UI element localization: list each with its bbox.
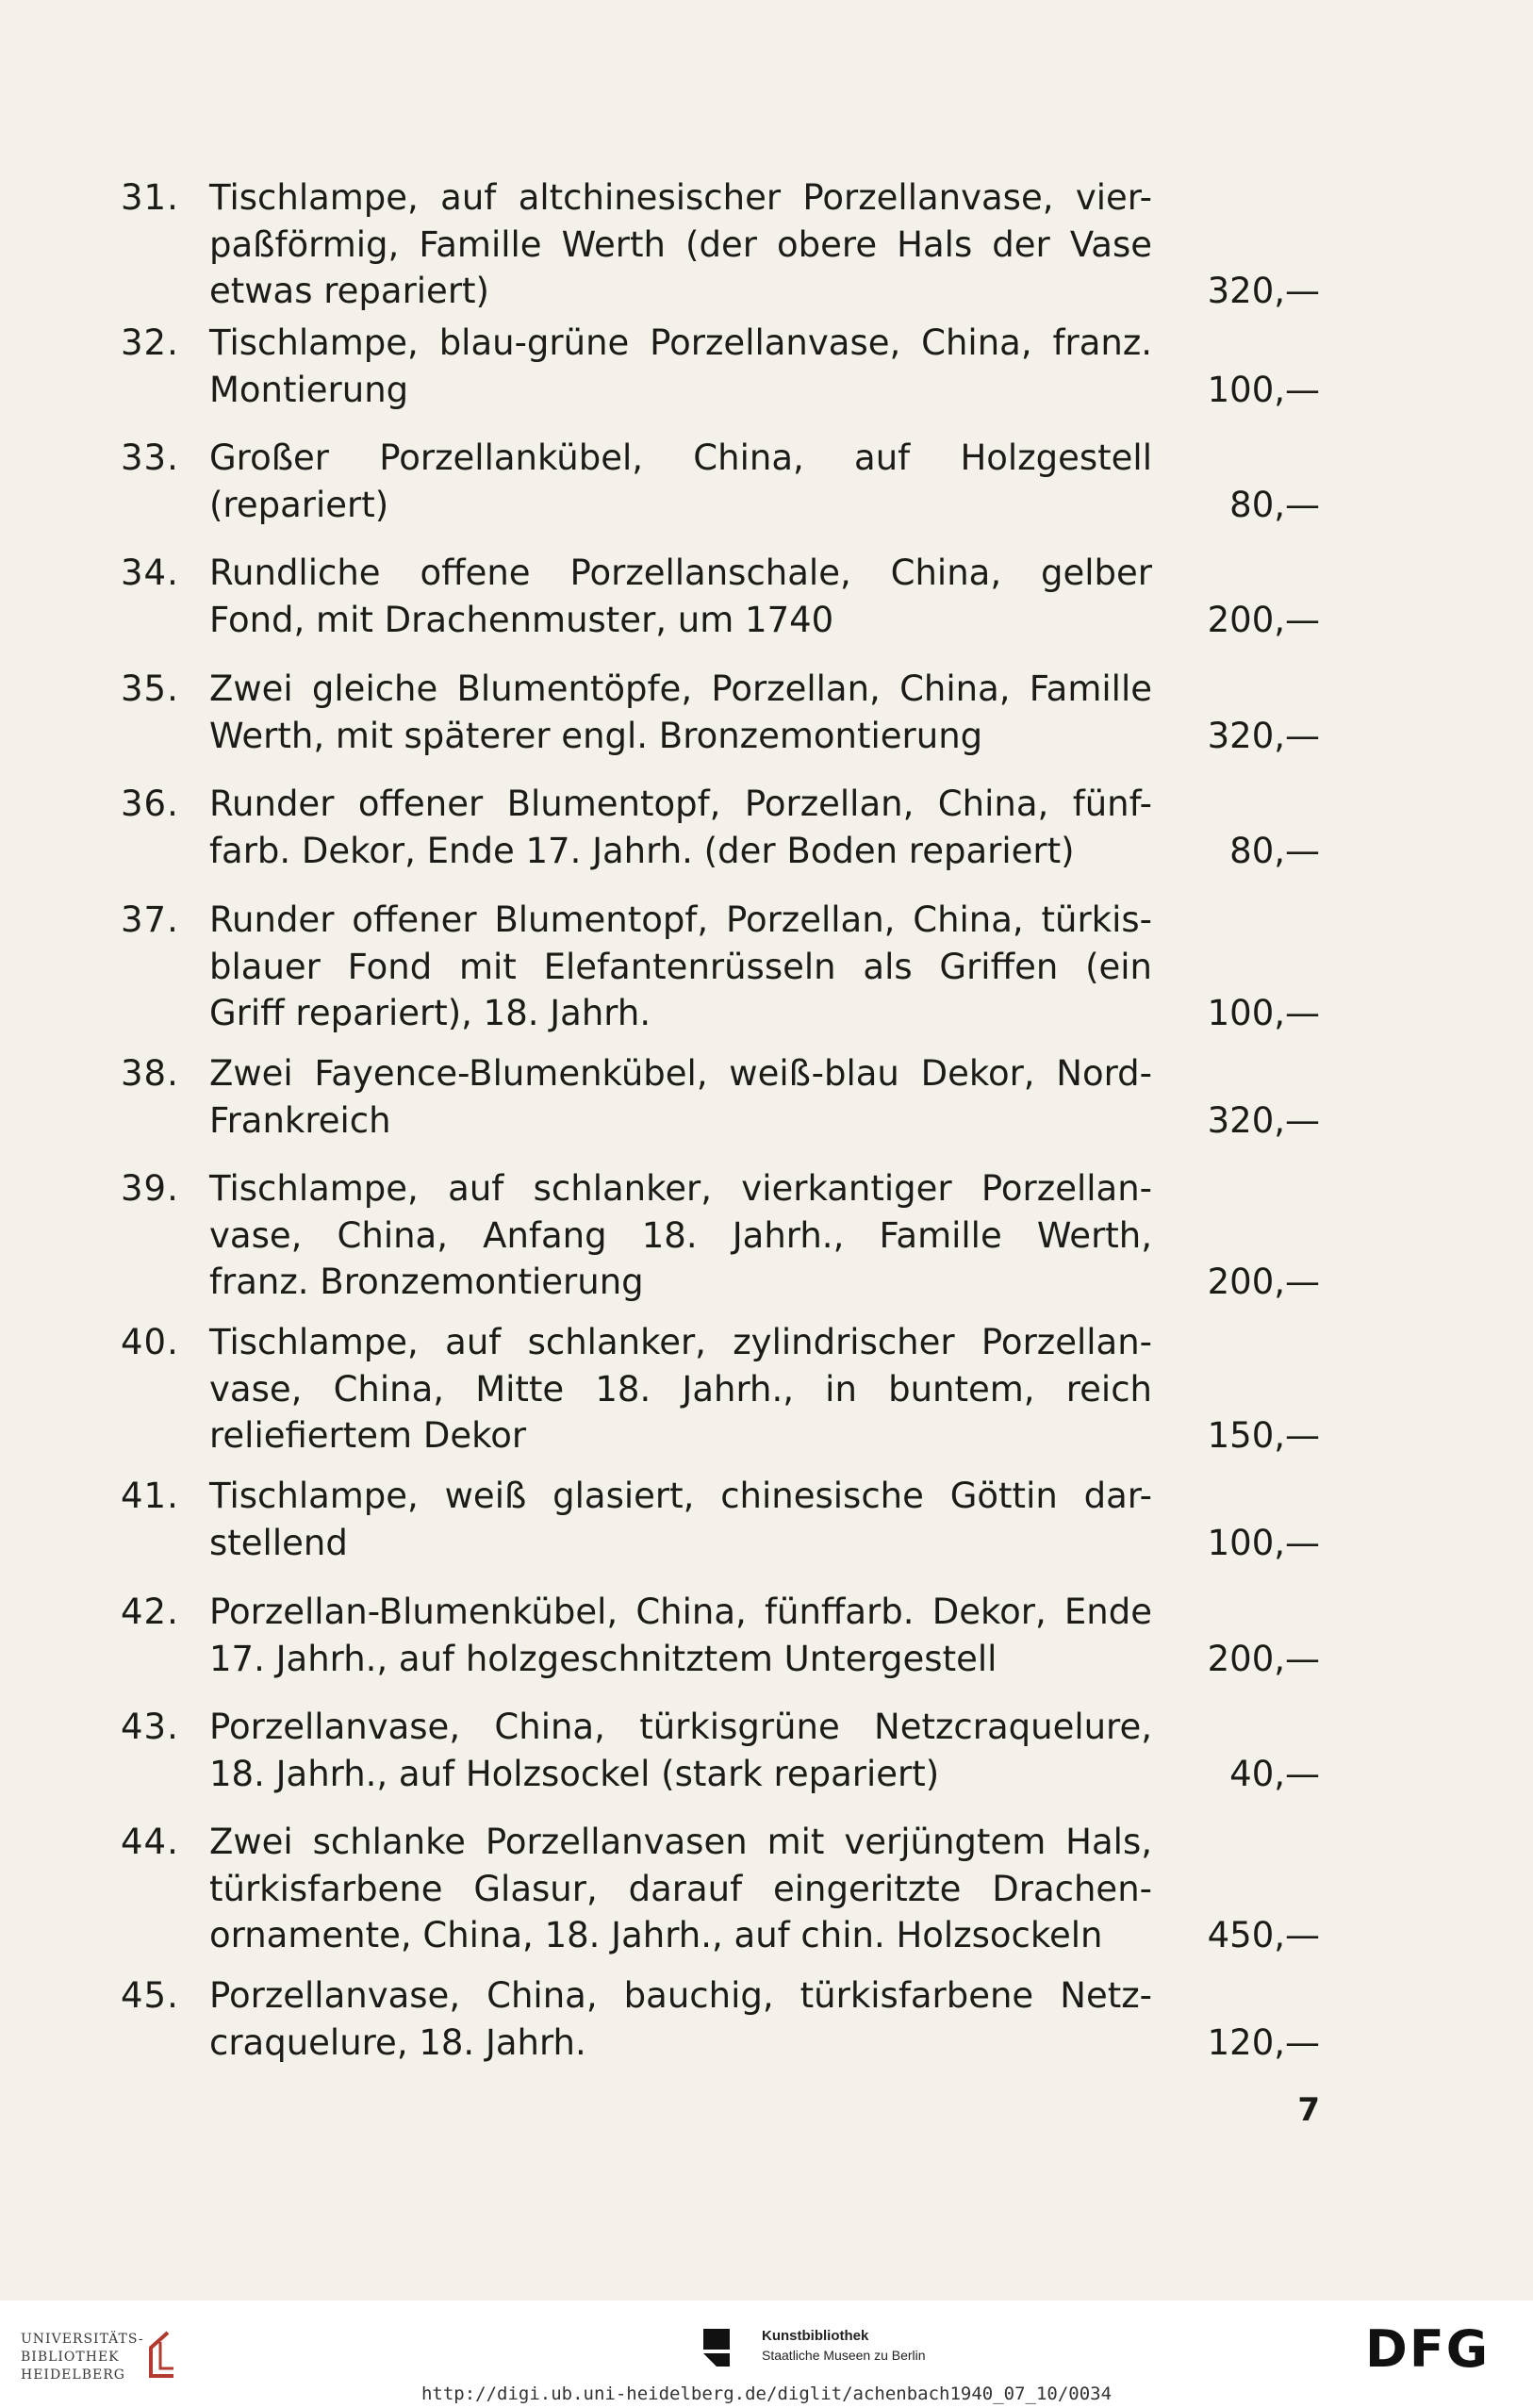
kunstbibliothek-subtitle: Staatliche Museen zu Berlin (762, 2348, 926, 2363)
entry-description (209, 1170, 1152, 1311)
entry-number: 43. (121, 1707, 179, 1747)
entry-description-line: Tischlampe, auf schlanker, vierkantiger Porzellan- (209, 1168, 1152, 1209)
entry-price: 40,— (1229, 1753, 1320, 1794)
entry-number: 31. (121, 177, 179, 218)
entry-description-line: vase, China, Anfang 18. Jahrh., Famille Werth, (209, 1214, 1152, 1256)
entry-description-line: Tischlampe, weiß glasiert, chinesische Göttin dar- (209, 1476, 1152, 1516)
entry-price: 320,— (1207, 1099, 1320, 1141)
entry-number: 33. (121, 437, 179, 478)
entry-description (209, 670, 1152, 764)
entry-number: 37. (121, 899, 179, 940)
kunstbibliothek-name: Kunstbibliothek (762, 2328, 869, 2344)
entry-description (209, 1593, 1152, 1687)
entry-price: 450,— (1207, 1915, 1320, 1955)
entry-price: 100,— (1207, 369, 1320, 410)
entry-description-line: Porzellanvase, China, bauchig, türkisfarbene Netz- (209, 1975, 1152, 2016)
entry-number: 32. (121, 322, 179, 363)
kunstbibliothek-logo-icon (700, 2325, 766, 2368)
entry-description-line: reliefiertem Dekor (209, 1415, 527, 1456)
entry-description (209, 1708, 1152, 1802)
entry-description-line: paßförmig, Famille Werth (der obere Hals der Vase (209, 223, 1152, 265)
entry-description-line: Fond, mit Drachenmuster, um 1740 (209, 599, 834, 640)
page-number: 7 (1297, 2091, 1320, 2129)
entry-description-line: Runder offener Blumentopf, Porzellan, China, türkis- (209, 899, 1152, 940)
entry-description (209, 439, 1152, 533)
entry-number: 36. (121, 783, 179, 824)
entry-description-line: blauer Fond mit Elefantenrüsseln als Griffen (ein (209, 946, 1152, 987)
entry-description (209, 554, 1152, 648)
entry-price: 80,— (1229, 830, 1320, 871)
entry-price: 200,— (1207, 1638, 1320, 1679)
entry-description (209, 1324, 1152, 1464)
library-name-line: HEIDELBERG (21, 2367, 125, 2383)
entry-description-line: Runder offener Blumentopf, Porzellan, China, fünf- (209, 783, 1152, 824)
entry-description (209, 1055, 1152, 1148)
entry-description-line: Frankreich (209, 1099, 391, 1141)
entry-description-line: Zwei Fayence-Blumenkübel, weiß-blau Dekor, Nord- (209, 1053, 1152, 1094)
entry-description-line: craquelure, 18. Jahrh. (209, 2021, 586, 2063)
entry-price: 120,— (1207, 2021, 1320, 2063)
entry-price: 150,— (1207, 1415, 1320, 1456)
source-url-link[interactable]: http://digi.ub.uni-heidelberg.de/diglit/achenbach1940_07_10/0034 (420, 2383, 1113, 2404)
entry-description-line: Zwei gleiche Blumentöpfe, Porzellan, China, Famille (209, 668, 1152, 709)
entry-number: 39. (121, 1168, 179, 1209)
entry-description-line: Zwei schlanke Porzellanvasen mit verjüngtem Hals, (209, 1822, 1152, 1862)
entry-number: 41. (121, 1476, 179, 1516)
entry-number: 35. (121, 668, 179, 709)
entry-description-line: türkisfarbene Glasur, darauf eingeritzte Drachen- (209, 1868, 1152, 1909)
entry-description-line: Rundliche offene Porzellanschale, China, gelber (209, 553, 1152, 593)
entry-description-line: Porzellan-Blumenkübel, China, fünffarb. Dekor, Ende (209, 1592, 1152, 1632)
entry-description (209, 1477, 1152, 1571)
entry-description-line: Porzellanvase, China, türkisgrüne Netzcraquelure, (209, 1707, 1152, 1747)
entry-description-line: Werth, mit späterer engl. Bronzemontierung (209, 715, 983, 756)
library-name (21, 2331, 144, 2384)
entry-description-line: Griff repariert), 18. Jahrh. (209, 993, 651, 1033)
kunstbibliothek-label (762, 2327, 926, 2365)
entry-price: 320,— (1207, 271, 1320, 311)
entry-description (209, 901, 1152, 1042)
entry-description-line: Tischlampe, blau-grüne Porzellanvase, China, franz. (209, 322, 1152, 363)
library-name-line: UNIVERSITÄTS- (21, 2332, 144, 2347)
library-logo-icon (140, 2329, 183, 2380)
entry-number: 38. (121, 1053, 179, 1094)
entry-description (209, 324, 1152, 418)
entry-description-line: (repariert) (209, 484, 389, 525)
entry-price: 200,— (1207, 599, 1320, 640)
entry-description-line: Montierung (209, 369, 409, 410)
entry-description-line: stellend (209, 1522, 348, 1563)
entry-number: 44. (121, 1822, 179, 1862)
dfg-logo: DFG (1365, 2319, 1491, 2379)
entry-number: 45. (121, 1975, 179, 2016)
entry-number: 34. (121, 553, 179, 593)
entry-price: 100,— (1207, 1522, 1320, 1563)
library-name-line: BIBLIOTHEK (21, 2350, 120, 2365)
entry-description-line: 18. Jahrh., auf Holzsockel (stark repariert) (209, 1753, 940, 1794)
footer-bar (0, 2301, 1533, 2408)
entry-description (209, 785, 1152, 879)
entry-description-line: etwas repariert) (209, 271, 489, 311)
entry-description (209, 179, 1152, 320)
entry-number: 42. (121, 1592, 179, 1632)
entry-description-line: Großer Porzellankübel, China, auf Holzgestell (209, 437, 1152, 478)
entry-description-line: farb. Dekor, Ende 17. Jahrh. (der Boden repariert) (209, 830, 1075, 871)
entry-description-line: franz. Bronzemontierung (209, 1262, 644, 1302)
entry-description (209, 1823, 1152, 1964)
entry-description-line: Tischlampe, auf altchinesischer Porzellanvase, vier- (209, 177, 1152, 218)
entry-number: 40. (121, 1322, 179, 1362)
entry-price: 100,— (1207, 993, 1320, 1033)
entry-description (209, 1977, 1152, 2070)
entry-description-line: vase, China, Mitte 18. Jahrh., in buntem, reich (209, 1368, 1152, 1410)
entry-description-line: ornamente, China, 18. Jahrh., auf chin. Holzsockeln (209, 1915, 1103, 1955)
entry-price: 320,— (1207, 715, 1320, 756)
entry-description-line: 17. Jahrh., auf holzgeschnitztem Untergestell (209, 1638, 997, 1679)
entry-description-line: Tischlampe, auf schlanker, zylindrischer Porzellan- (209, 1322, 1152, 1362)
entry-price: 80,— (1229, 484, 1320, 525)
entry-price: 200,— (1207, 1262, 1320, 1302)
